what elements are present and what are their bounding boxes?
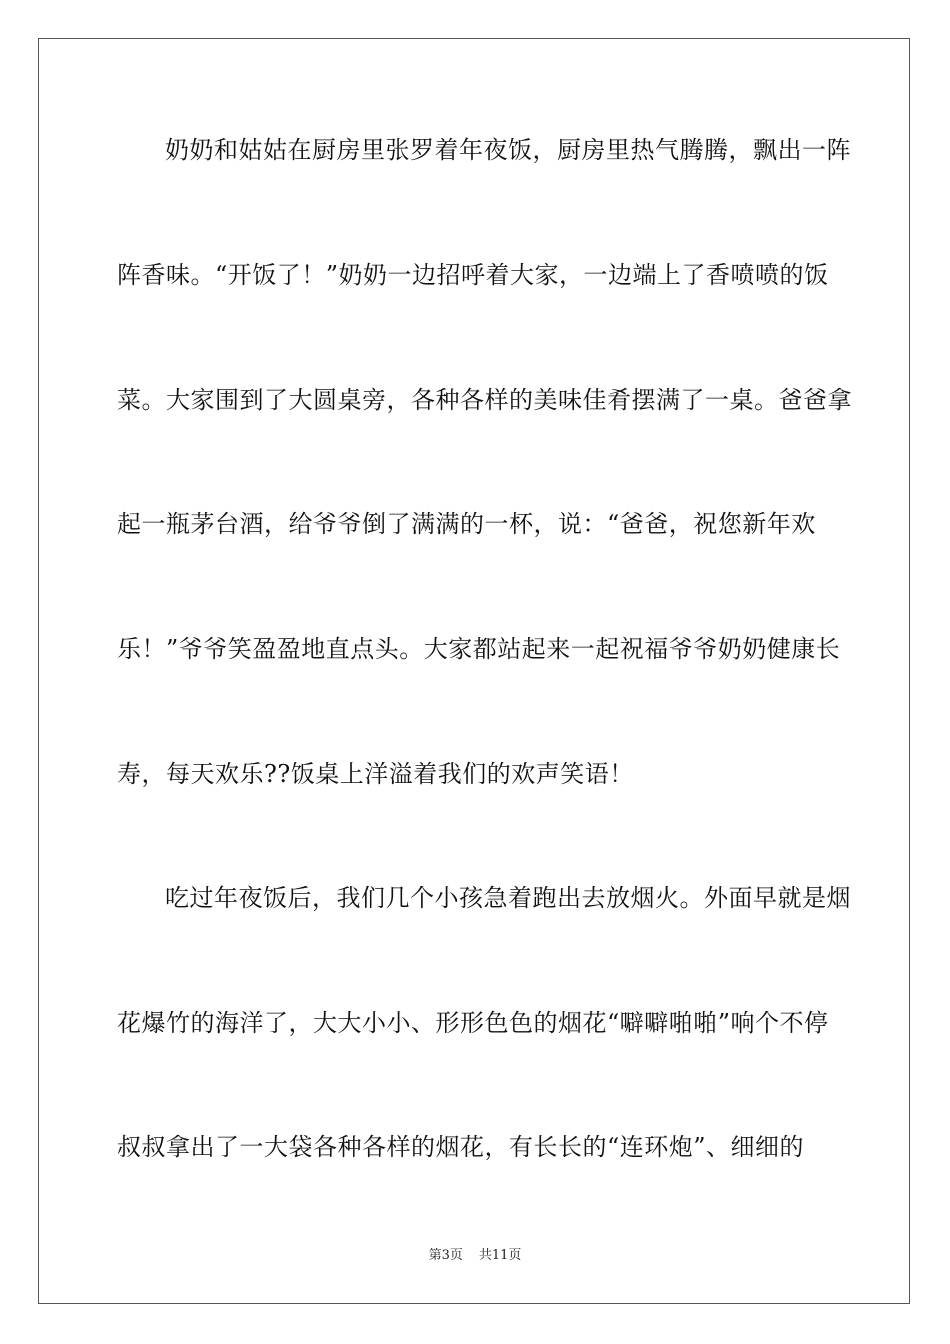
paragraph-line-6: 寿，每天欢乐??饭桌上洋溢着我们的欢声笑语！ (117, 760, 634, 788)
paragraph-line-9: 叔叔拿出了一大袋各种各样的烟花，有长长的“连环炮”、细细的 (117, 1133, 805, 1161)
page-frame (38, 38, 910, 1304)
paragraph-line-2: 阵香味。“开饭了！”奶奶一边招呼着大家，一边端上了香喷喷的饭 (117, 261, 829, 289)
paragraph-line-5: 乐！”爷爷笑盈盈地直点头。大家都站起来一起祝福爷爷奶奶健康长 (117, 635, 841, 663)
paragraph-line-4: 起一瓶茅台酒，给爷爷倒了满满的一杯，说：“爸爸，祝您新年欢 (117, 510, 816, 538)
page-footer (0, 1247, 950, 1265)
page-total: 共11页 (478, 1248, 522, 1263)
paragraph-line-1: 奶奶和姑姑在厨房里张罗着年夜饭，厨房里热气腾腾，飘出一阵 (165, 136, 851, 164)
paragraph-line-7: 吃过年夜饭后，我们几个小孩急着跑出去放烟火。外面早就是烟 (165, 884, 851, 912)
page-number: 第3页 (428, 1248, 463, 1263)
paragraph-line-3: 菜。大家围到了大圆桌旁，各种各样的美味佳肴摆满了一桌。爸爸拿 (117, 386, 852, 414)
paragraph-line-8: 花爆竹的海洋了，大大小小、形形色色的烟花“噼噼啪啪”响个不停 (117, 1009, 829, 1037)
